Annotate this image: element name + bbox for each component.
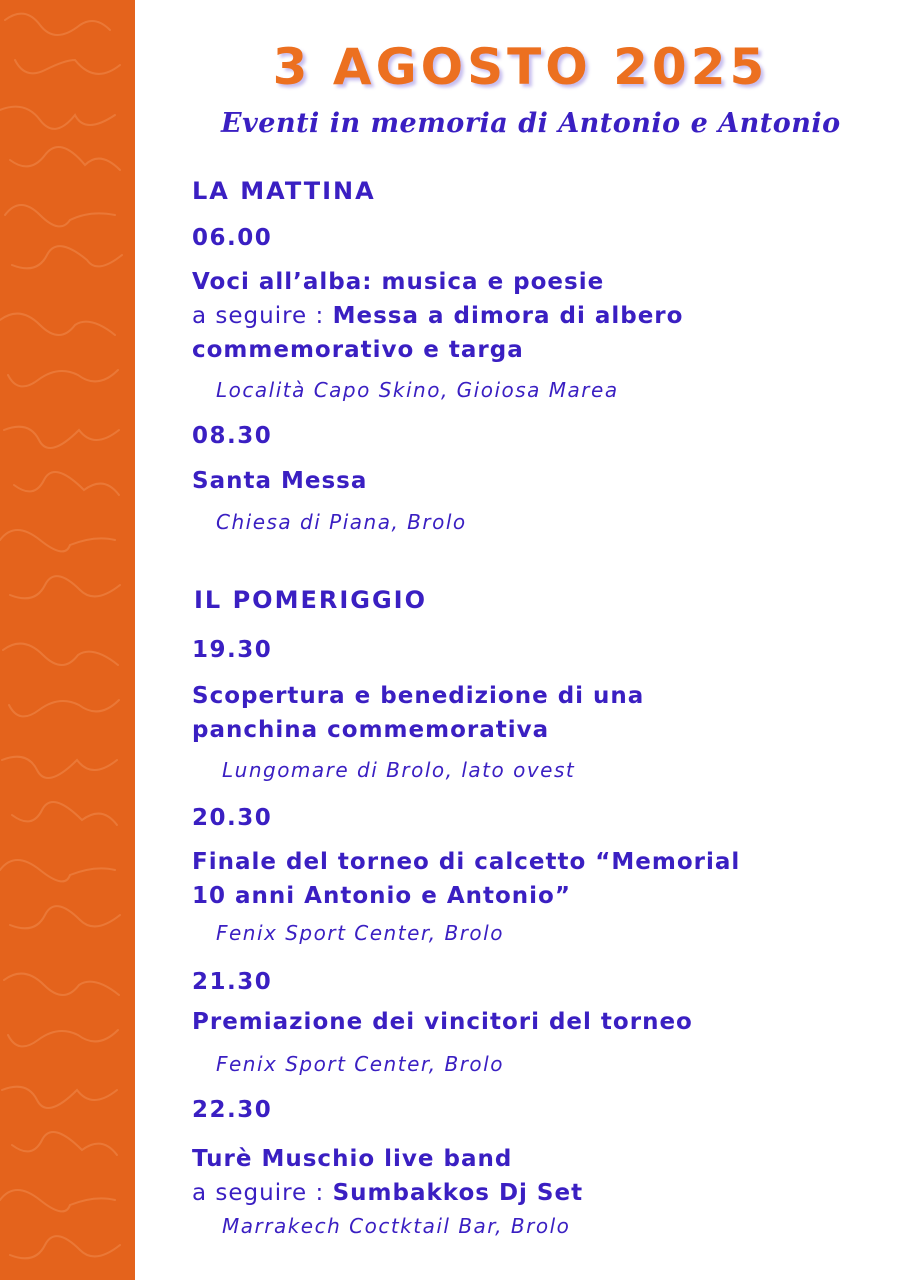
event-title-line: Santa Messa: [192, 468, 368, 494]
follow-title-line2: commemorativo e targa: [192, 337, 524, 363]
follow-prefix: a seguire :: [192, 1180, 333, 1206]
follow-title: Messa a dimora di albero: [332, 303, 684, 329]
event-time: 21.30: [192, 969, 273, 995]
event-title: [192, 1005, 693, 1039]
follow-title: Sumbakkos Dj Set: [332, 1180, 584, 1206]
section-heading-morning: LA MATTINA: [192, 177, 376, 205]
event-title: [192, 845, 740, 913]
event-time: 22.30: [192, 1097, 273, 1123]
vertical-title: [0, 599, 135, 681]
event-title-line: panchina commemorativa: [192, 717, 550, 743]
event-title: [192, 265, 683, 367]
program-content: [135, 0, 906, 1280]
event-location: Chiesa di Piana, Brolo: [216, 510, 467, 534]
event-title: [192, 679, 644, 747]
event-time: 20.30: [192, 805, 273, 831]
event-title-line: Scopertura e benedizione di una: [192, 683, 645, 709]
section-heading-afternoon: IL POMERIGGIO: [194, 586, 427, 614]
event-time: 19.30: [192, 637, 273, 663]
follow-prefix: a seguire :: [192, 303, 333, 329]
event-title: [192, 1142, 583, 1210]
event-time: 06.00: [192, 225, 273, 251]
event-location: Fenix Sport Center, Brolo: [216, 1052, 504, 1076]
event-location: Marrakech Coctktail Bar, Brolo: [222, 1214, 571, 1238]
event-title-line: Turè Muschio live band: [192, 1146, 513, 1172]
event-title-line: Finale del torneo di calcetto “Memorial: [192, 849, 741, 875]
event-title-line: Premiazione dei vincitori del torneo: [192, 1009, 693, 1035]
event-time: 08.30: [192, 423, 273, 449]
event-title: [192, 464, 367, 498]
event-title-line: Voci all’alba: musica e poesie: [192, 269, 605, 295]
sidebar-banner: [0, 0, 135, 1280]
event-location: Lungomare di Brolo, lato ovest: [222, 758, 576, 782]
page-subtitle: Eventi in memoria di Antonio e Antonio: [221, 108, 841, 139]
event-location: Località Capo Skino, Gioiosa Marea: [216, 378, 619, 402]
page-title: 3 AGOSTO 2025: [272, 38, 769, 96]
event-title-line: 10 anni Antonio e Antonio”: [192, 883, 571, 909]
event-location: Fenix Sport Center, Brolo: [216, 921, 504, 945]
